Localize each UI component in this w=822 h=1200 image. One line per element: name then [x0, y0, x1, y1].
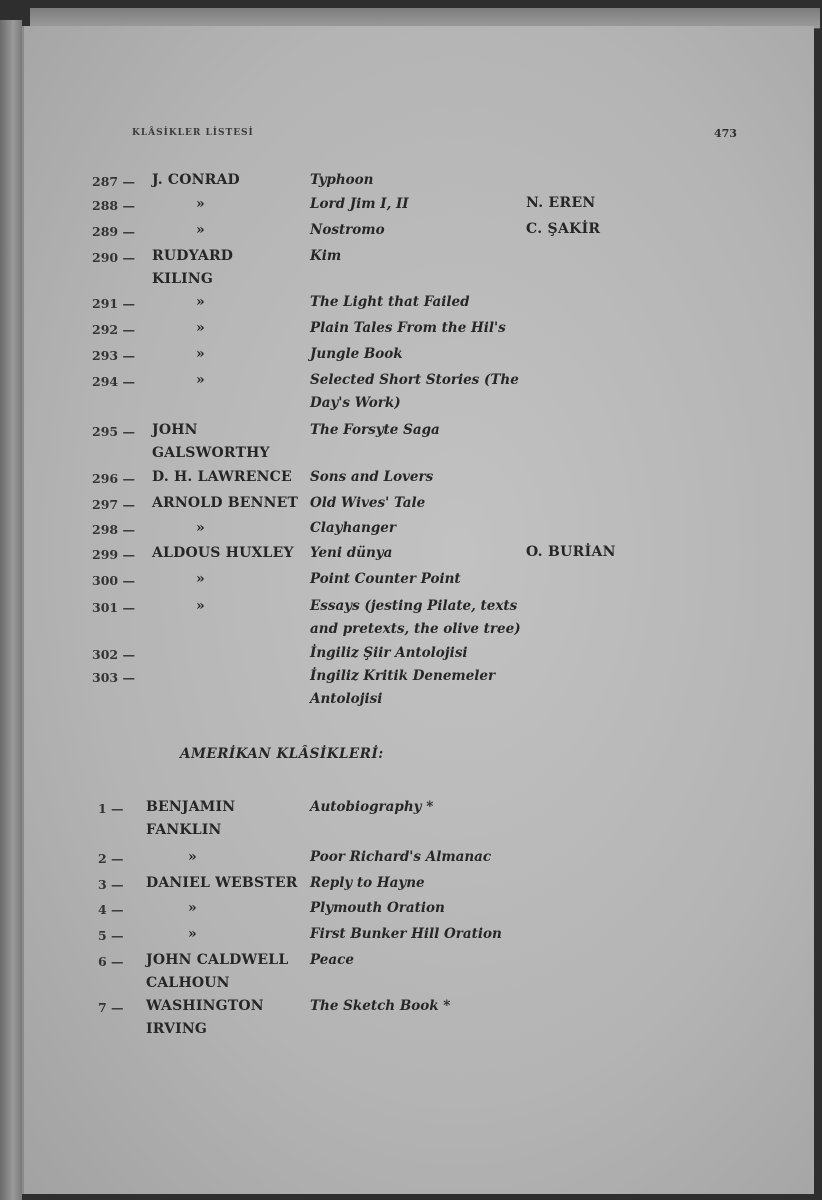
- entry-number: 1 —: [98, 801, 124, 816]
- author-name: JOHN: [152, 422, 198, 438]
- entry-number: 297 —: [92, 497, 135, 512]
- book-title: Clayhanger: [310, 520, 396, 536]
- entry-number: 302 —: [92, 647, 135, 662]
- author-name-cont: IRVING: [146, 1021, 208, 1037]
- book-title: The Light that Failed: [310, 294, 470, 310]
- book-title: Typhoon: [310, 172, 374, 188]
- author-name: J. CONRAD: [152, 172, 240, 188]
- ditto-mark: »: [196, 346, 205, 362]
- entry-number: 2 —: [98, 851, 124, 866]
- ditto-mark: »: [196, 520, 205, 536]
- ditto-mark: »: [188, 926, 197, 942]
- book-title: Point Counter Point: [310, 571, 461, 587]
- book-title: First Bunker Hill Oration: [310, 926, 502, 942]
- ditto-mark: »: [196, 571, 205, 587]
- running-head: KLÂSİKLER LİSTESİ: [132, 128, 254, 138]
- ditto-mark: »: [196, 196, 205, 212]
- page-number: 473: [714, 127, 737, 140]
- translator-name: N. EREN: [526, 195, 596, 211]
- book-title: Plain Tales From the Hil's: [310, 320, 506, 336]
- author-name: DANIEL WEBSTER: [146, 875, 298, 891]
- author-name-cont: CALHOUN: [146, 975, 230, 991]
- author-name: D. H. LAWRENCE: [152, 469, 292, 485]
- author-name-cont: KILING: [152, 271, 214, 287]
- entry-number: 292 —: [92, 322, 135, 337]
- book-title: Selected Short Stories (The: [310, 372, 519, 388]
- translator-name: O. BURİAN: [526, 544, 616, 560]
- author-name: BENJAMIN: [146, 799, 236, 815]
- book-title: Essays (jesting Pilate, texts: [310, 598, 518, 614]
- entry-number: 288 —: [92, 198, 135, 213]
- book-title: Plymouth Oration: [310, 900, 445, 916]
- entry-number: 5 —: [98, 928, 124, 943]
- ditto-mark: »: [196, 294, 205, 310]
- entry-number: 6 —: [98, 954, 124, 969]
- book-title: Old Wives' Tale: [310, 495, 426, 511]
- book-title: Poor Richard's Almanac: [310, 849, 492, 865]
- book-title: Jungle Book: [310, 346, 403, 362]
- author-name: WASHINGTON: [146, 998, 264, 1014]
- book-title: Autobiography *: [310, 799, 434, 815]
- entry-number: 290 —: [92, 250, 135, 265]
- author-name: ARNOLD BENNET: [152, 495, 299, 511]
- book-title: Sons and Lovers: [310, 469, 434, 485]
- entry-number: 4 —: [98, 902, 124, 917]
- book-title-cont: Day's Work): [310, 395, 401, 411]
- entry-number: 298 —: [92, 522, 135, 537]
- book-title: İngiliz Şiir Antolojisi: [310, 645, 468, 661]
- book-title: The Sketch Book *: [310, 998, 451, 1014]
- ditto-mark: »: [188, 900, 197, 916]
- author-name: JOHN CALDWELL: [146, 952, 289, 968]
- book-spine-edge: [0, 20, 22, 1200]
- author-name: ALDOUS HUXLEY: [152, 545, 294, 561]
- ditto-mark: »: [196, 222, 205, 238]
- translator-name: C. ŞAKİR: [526, 221, 601, 237]
- book-title-cont: and pretexts, the olive tree): [310, 621, 521, 637]
- book-title: Kim: [310, 248, 342, 264]
- book-title: Reply to Hayne: [310, 875, 425, 891]
- author-name: RUDYARD: [152, 248, 234, 264]
- entry-number: 295 —: [92, 424, 135, 439]
- ditto-mark: »: [196, 372, 205, 388]
- entry-number: 296 —: [92, 471, 135, 486]
- book-title: Lord Jim I, II: [310, 196, 409, 212]
- entry-number: 293 —: [92, 348, 135, 363]
- book-title: İngiliz Kritik Denemeler: [310, 668, 496, 684]
- entry-number: 303 —: [92, 670, 135, 685]
- entry-number: 299 —: [92, 547, 135, 562]
- entry-number: 301 —: [92, 600, 135, 615]
- ditto-mark: »: [196, 320, 205, 336]
- entry-number: 287 —: [92, 174, 135, 189]
- entry-number: 3 —: [98, 877, 124, 892]
- entry-number: 294 —: [92, 374, 135, 389]
- ditto-mark: »: [188, 849, 197, 865]
- book-title-cont: Antolojisi: [310, 691, 383, 707]
- entry-number: 300 —: [92, 573, 135, 588]
- section-heading: AMERİKAN KLÂSİKLERİ:: [180, 746, 384, 762]
- entry-number: 7 —: [98, 1000, 124, 1015]
- entry-number: 291 —: [92, 296, 135, 311]
- entry-number: 289 —: [92, 224, 135, 239]
- ditto-mark: »: [196, 598, 205, 614]
- author-name-cont: FANKLIN: [146, 822, 222, 838]
- book-title: Yeni dünya: [310, 545, 393, 561]
- book-title: Nostromo: [310, 222, 385, 238]
- book-title: The Forsyte Saga: [310, 422, 440, 438]
- book-title: Peace: [310, 952, 354, 968]
- author-name-cont: GALSWORTHY: [152, 445, 270, 461]
